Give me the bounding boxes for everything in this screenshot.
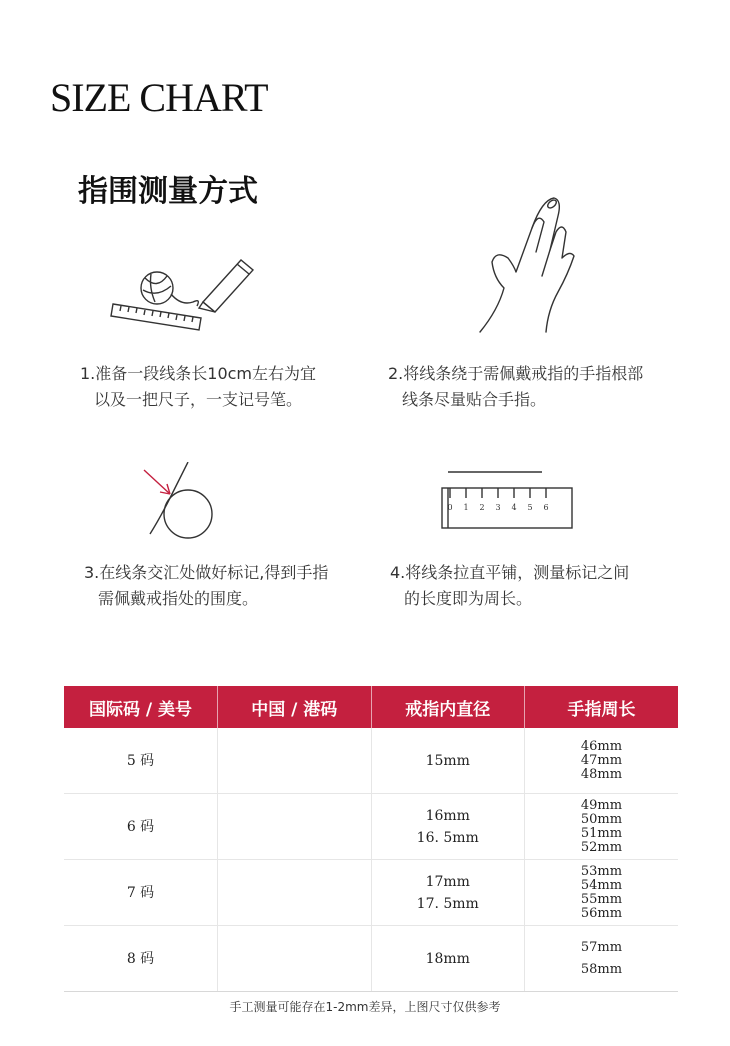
cn-size-cell xyxy=(218,926,372,992)
step-4 xyxy=(390,560,629,612)
header-inner-diameter: 戒指内直径 xyxy=(371,686,525,728)
circumference-value: 49mm xyxy=(580,797,623,813)
circumference-cell xyxy=(525,728,679,794)
size-cell: 7 码 xyxy=(64,860,218,926)
diameter-cell xyxy=(371,860,525,926)
diameter-value: 17mm xyxy=(425,873,470,890)
tools-illustration xyxy=(105,250,265,335)
circumference-value: 51mm xyxy=(580,825,623,841)
diameter-value: 17. 5mm xyxy=(416,895,479,912)
diameter-value: 15mm xyxy=(425,752,470,769)
size-cell: 8 码 xyxy=(64,926,218,992)
hand-illustration xyxy=(470,192,585,342)
ruler-tick-label: 6 xyxy=(543,503,549,512)
diameter-value: 16. 5mm xyxy=(416,829,479,846)
cn-size-cell xyxy=(218,794,372,860)
size-cell: 5 码 xyxy=(64,728,218,794)
diameter-cell xyxy=(371,728,525,794)
circumference-value: 54mm xyxy=(580,877,623,893)
step-1-line-2: 以及一把尺子，一支记号笔。 xyxy=(94,390,303,409)
table-row xyxy=(64,794,678,860)
table-row xyxy=(64,860,678,926)
circumference-value: 57mm xyxy=(580,939,623,955)
pencil-icon xyxy=(199,260,253,312)
header-circumference: 手指周长 xyxy=(525,686,679,728)
table-row xyxy=(64,728,678,794)
circumference-value: 52mm xyxy=(580,839,623,855)
circumference-value: 46mm xyxy=(580,738,623,754)
table-row xyxy=(64,926,678,992)
diameter-cell xyxy=(371,794,525,860)
circumference-cell xyxy=(525,926,679,992)
circumference-value: 55mm xyxy=(580,891,623,907)
cn-size-cell xyxy=(218,860,372,926)
step-3-line-2: 需佩戴戒指处的围度。 xyxy=(98,589,259,608)
circumference-value: 53mm xyxy=(580,863,623,879)
step-2-line-2: 线条尽量贴合手指。 xyxy=(402,390,547,409)
step-2-line-1: 2.将线条绕于需佩戴戒指的手指根部 xyxy=(388,364,644,383)
section-title: 指围测量方式 xyxy=(78,174,258,209)
step-4-line-2: 的长度即为周长。 xyxy=(404,589,533,608)
footer-note: 手工测量可能存在1-2mm差异，上图尺寸仅供参考 xyxy=(229,1000,501,1014)
diameter-value: 16mm xyxy=(425,807,470,824)
diameter-value: 18mm xyxy=(425,950,470,967)
diameter-cell xyxy=(371,926,525,992)
circumference-value: 50mm xyxy=(580,811,623,827)
page-title: SIZE CHART xyxy=(50,75,268,120)
ruler-tick-label: 5 xyxy=(527,503,533,512)
cn-size-cell xyxy=(218,728,372,794)
step-3-line-1: 3.在线条交汇处做好标记,得到手指 xyxy=(84,563,329,582)
circumference-value: 56mm xyxy=(580,905,623,921)
header-cn-size: 中国 / 港码 xyxy=(218,686,372,728)
size-table xyxy=(64,686,678,992)
ruler-tick-label: 4 xyxy=(511,503,517,512)
ruler-tick-label: 1 xyxy=(463,503,469,512)
loop-mark-illustration xyxy=(130,462,230,542)
circumference-cell xyxy=(525,794,679,860)
circumference-cell xyxy=(525,860,679,926)
circumference-value: 47mm xyxy=(580,752,623,768)
ruler-tick-label: 2 xyxy=(479,503,485,512)
ruler-tick-label: 3 xyxy=(495,503,501,512)
step-3 xyxy=(84,560,328,612)
circumference-value: 48mm xyxy=(580,766,623,782)
ruler-measure-illustration xyxy=(438,466,578,536)
step-1-line-1: 1.准备一段线条长10cm左右为宜 xyxy=(80,364,317,383)
ruler-tick-label: 0 xyxy=(447,503,453,512)
arrow-icon xyxy=(144,470,170,494)
circumference-value: 58mm xyxy=(580,961,623,977)
header-intl-size: 国际码 / 美号 xyxy=(64,686,218,728)
size-cell: 6 码 xyxy=(64,794,218,860)
ruler-icon xyxy=(111,304,201,330)
step-2 xyxy=(388,361,643,413)
step-1 xyxy=(80,361,316,413)
step-4-line-1: 4.将线条拉直平铺，测量标记之间 xyxy=(390,563,630,582)
table-header-row xyxy=(64,686,678,728)
